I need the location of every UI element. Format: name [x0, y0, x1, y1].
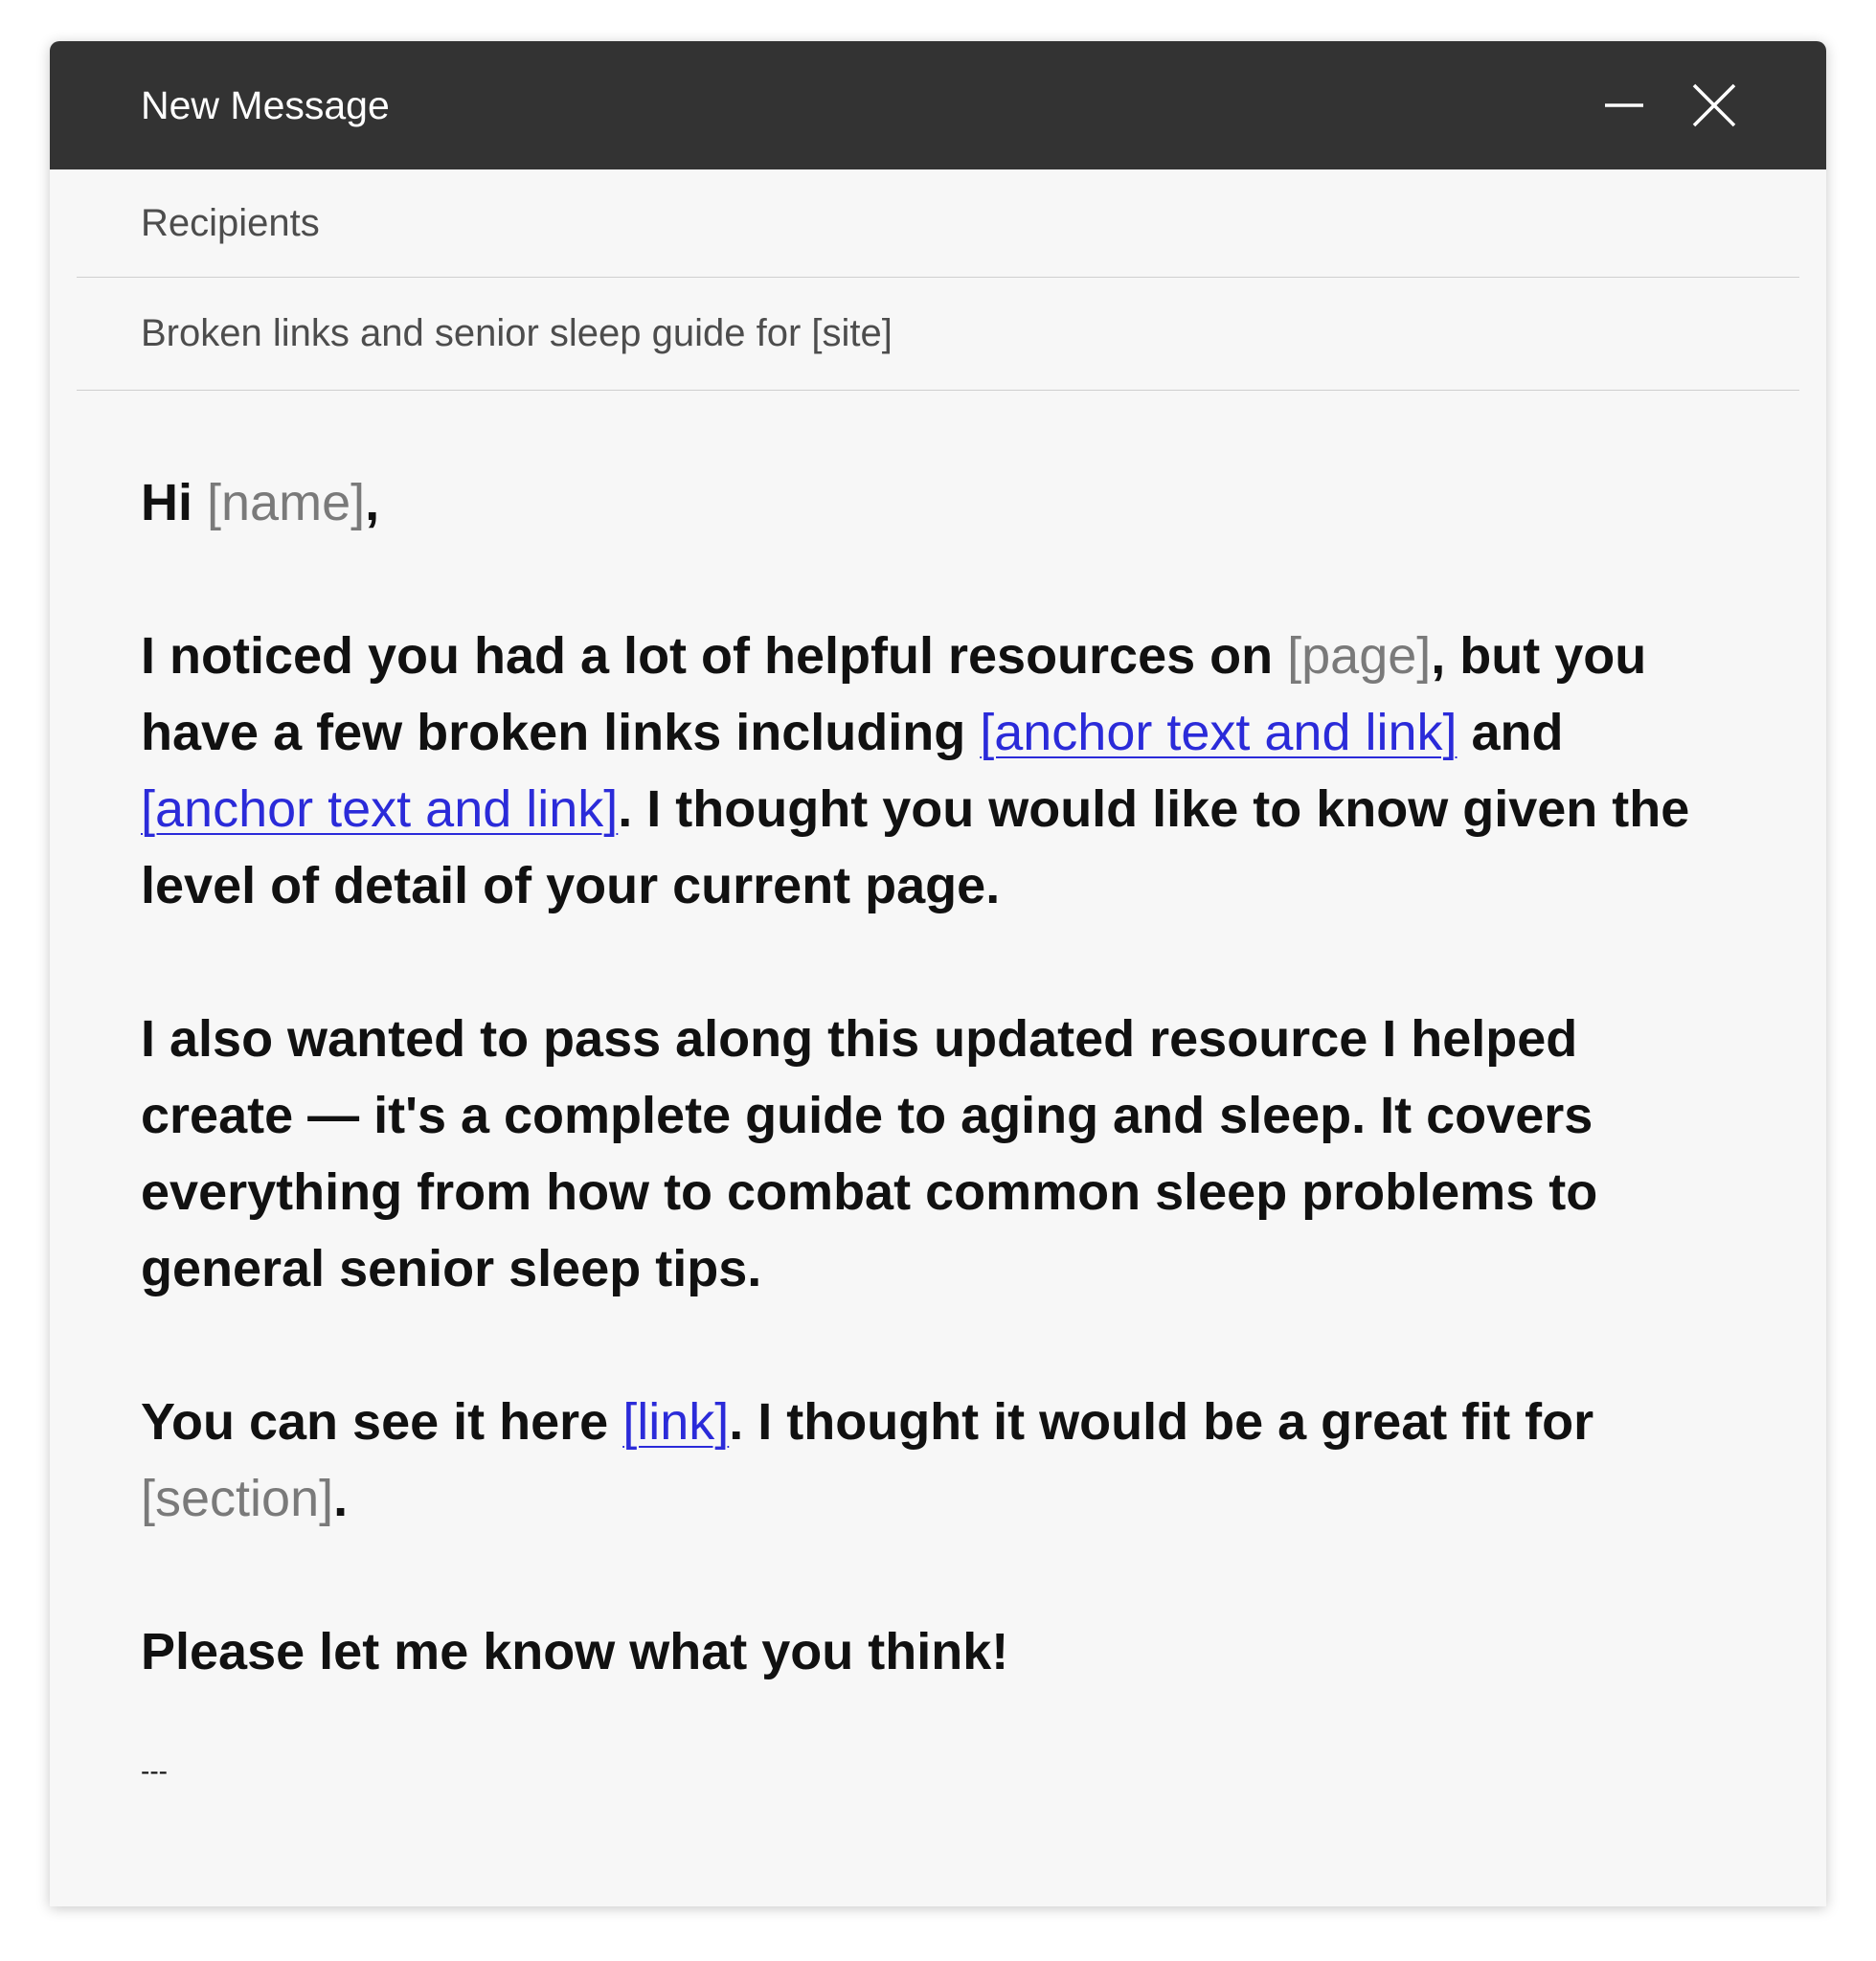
subject-text: Broken links and senior sleep guide for [site] [141, 312, 893, 354]
greeting-comma: , [365, 474, 380, 531]
paragraph-broken-links [141, 618, 1735, 924]
paragraph-resource: I also wanted to pass along this updated resource I helped create — it's a complete guide to aging and sleep. It covers everything from how to combat common sleep problems to general senior sleep tips. [141, 1010, 1598, 1297]
p1-text-3: and [1457, 704, 1564, 761]
paragraph-see-it-here [141, 1384, 1735, 1537]
name-placeholder: [name] [207, 474, 366, 531]
title-bar [50, 41, 1826, 169]
signature-separator: --- [141, 1756, 168, 1786]
anchor-link-2[interactable]: [anchor text and link] [141, 780, 619, 838]
p1-text-4: . I thought you would like to know given the level of detail of your current page. [141, 780, 1690, 914]
page-placeholder: [page] [1287, 627, 1432, 685]
close-icon[interactable] [1688, 79, 1740, 131]
anchor-link-1[interactable]: [anchor text and link] [980, 704, 1458, 761]
greeting-line [141, 464, 1735, 541]
greeting-hi: Hi [141, 474, 208, 531]
p3-text-1: You can see it here [141, 1393, 623, 1451]
recipients-field[interactable] [77, 169, 1799, 278]
p1-text-1: I noticed you had a lot of helpful resources on [141, 627, 1288, 685]
minimize-icon[interactable] [1598, 79, 1650, 131]
section-placeholder: [section] [141, 1470, 334, 1527]
p3-text-2: . I thought it would be a great fit for [729, 1393, 1594, 1451]
resource-link[interactable]: [link] [622, 1393, 730, 1451]
message-body[interactable] [50, 391, 1826, 1786]
window-title: New Message [141, 82, 390, 127]
compose-window [50, 41, 1826, 1906]
window-controls [1598, 41, 1740, 169]
p3-text-3: . [333, 1470, 349, 1527]
subject-field[interactable] [77, 278, 1799, 391]
paragraph-closing: Please let me know what you think! [141, 1623, 1009, 1680]
p1-text-2: , but you have a few broken links including [141, 627, 1647, 761]
recipients-placeholder: Recipients [141, 201, 320, 244]
